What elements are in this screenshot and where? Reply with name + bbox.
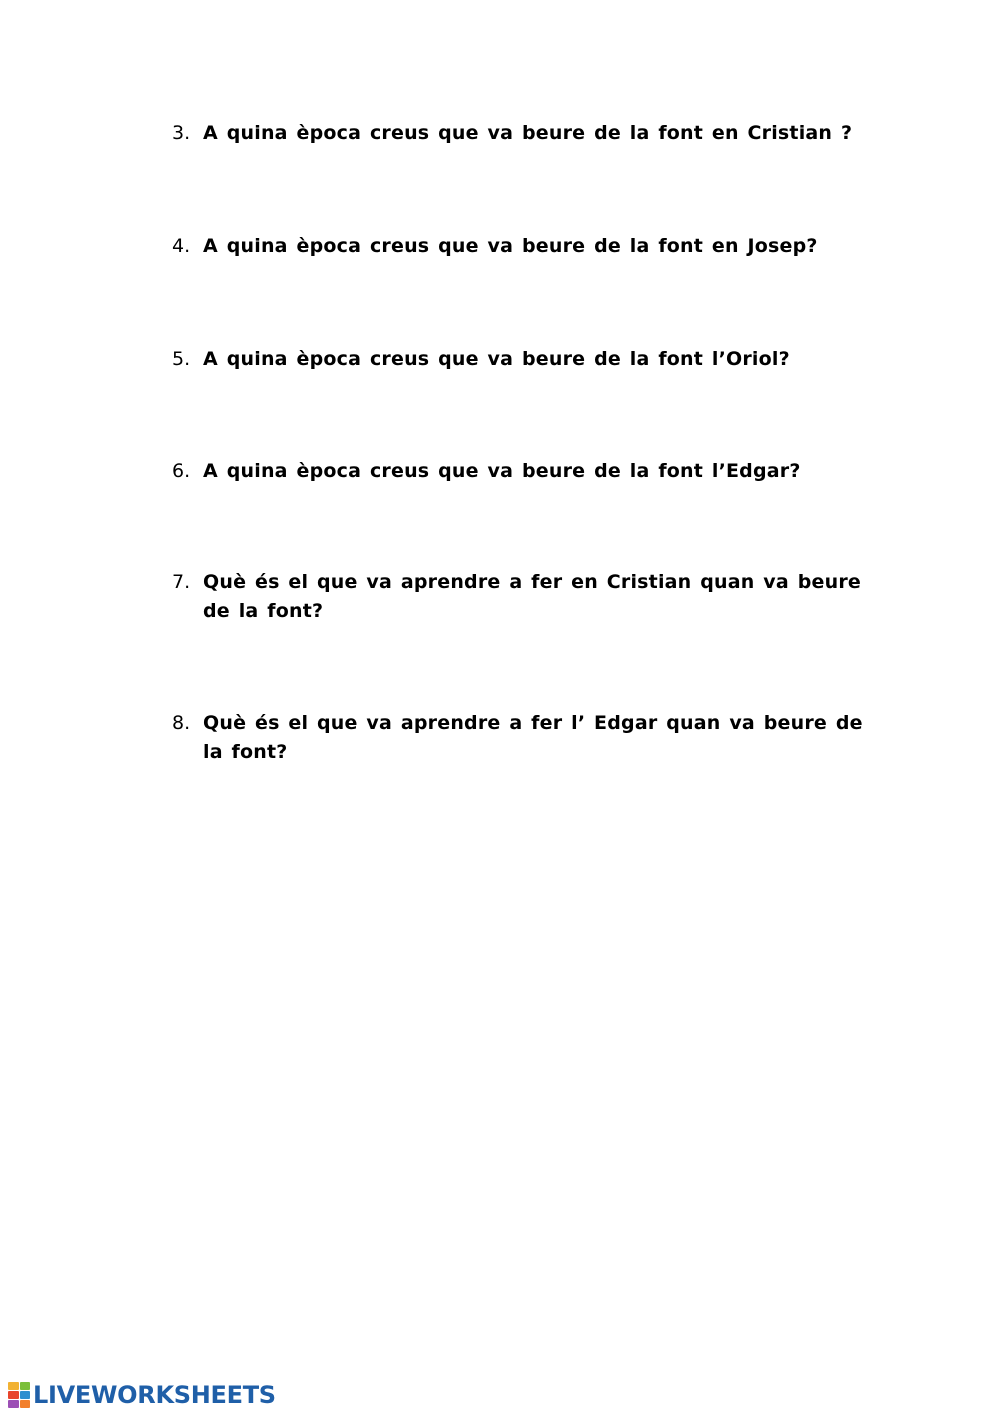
- question-text: A quina època creus que va beure de la font en Josep?: [203, 235, 818, 257]
- logo-block: [8, 1382, 19, 1390]
- question-text: A quina època creus que va beure de la font en Cristian ?: [203, 122, 853, 144]
- liveworksheets-logo: [8, 1381, 276, 1409]
- question-number: 7.: [172, 571, 191, 593]
- question-text: Què és el que va aprendre a fer l’ Edgar quan va beure de la font?: [203, 712, 863, 763]
- logo-block: [8, 1400, 19, 1408]
- question-number: 4.: [172, 235, 191, 257]
- question-item: [172, 232, 872, 261]
- logo-blocks-icon: [8, 1382, 30, 1408]
- question-number: 3.: [172, 122, 191, 144]
- question-number: 8.: [172, 712, 191, 734]
- question-item: [172, 119, 872, 148]
- logo-block: [8, 1391, 19, 1399]
- logo-block: [20, 1391, 31, 1399]
- question-item: [172, 568, 872, 626]
- question-text: A quina època creus que va beure de la font l’Oriol?: [203, 348, 790, 370]
- logo-text: LIVEWORKSHEETS: [33, 1381, 276, 1409]
- question-item: [172, 345, 872, 374]
- question-number: 6.: [172, 460, 191, 482]
- question-text: A quina època creus que va beure de la font l’Edgar?: [203, 460, 801, 482]
- question-item: [172, 709, 872, 767]
- question-number: 5.: [172, 348, 191, 370]
- question-item: [172, 457, 872, 486]
- question-text: Què és el que va aprendre a fer en Cristian quan va beure de la font?: [203, 571, 862, 622]
- logo-block: [20, 1382, 31, 1390]
- logo-block: [20, 1400, 31, 1408]
